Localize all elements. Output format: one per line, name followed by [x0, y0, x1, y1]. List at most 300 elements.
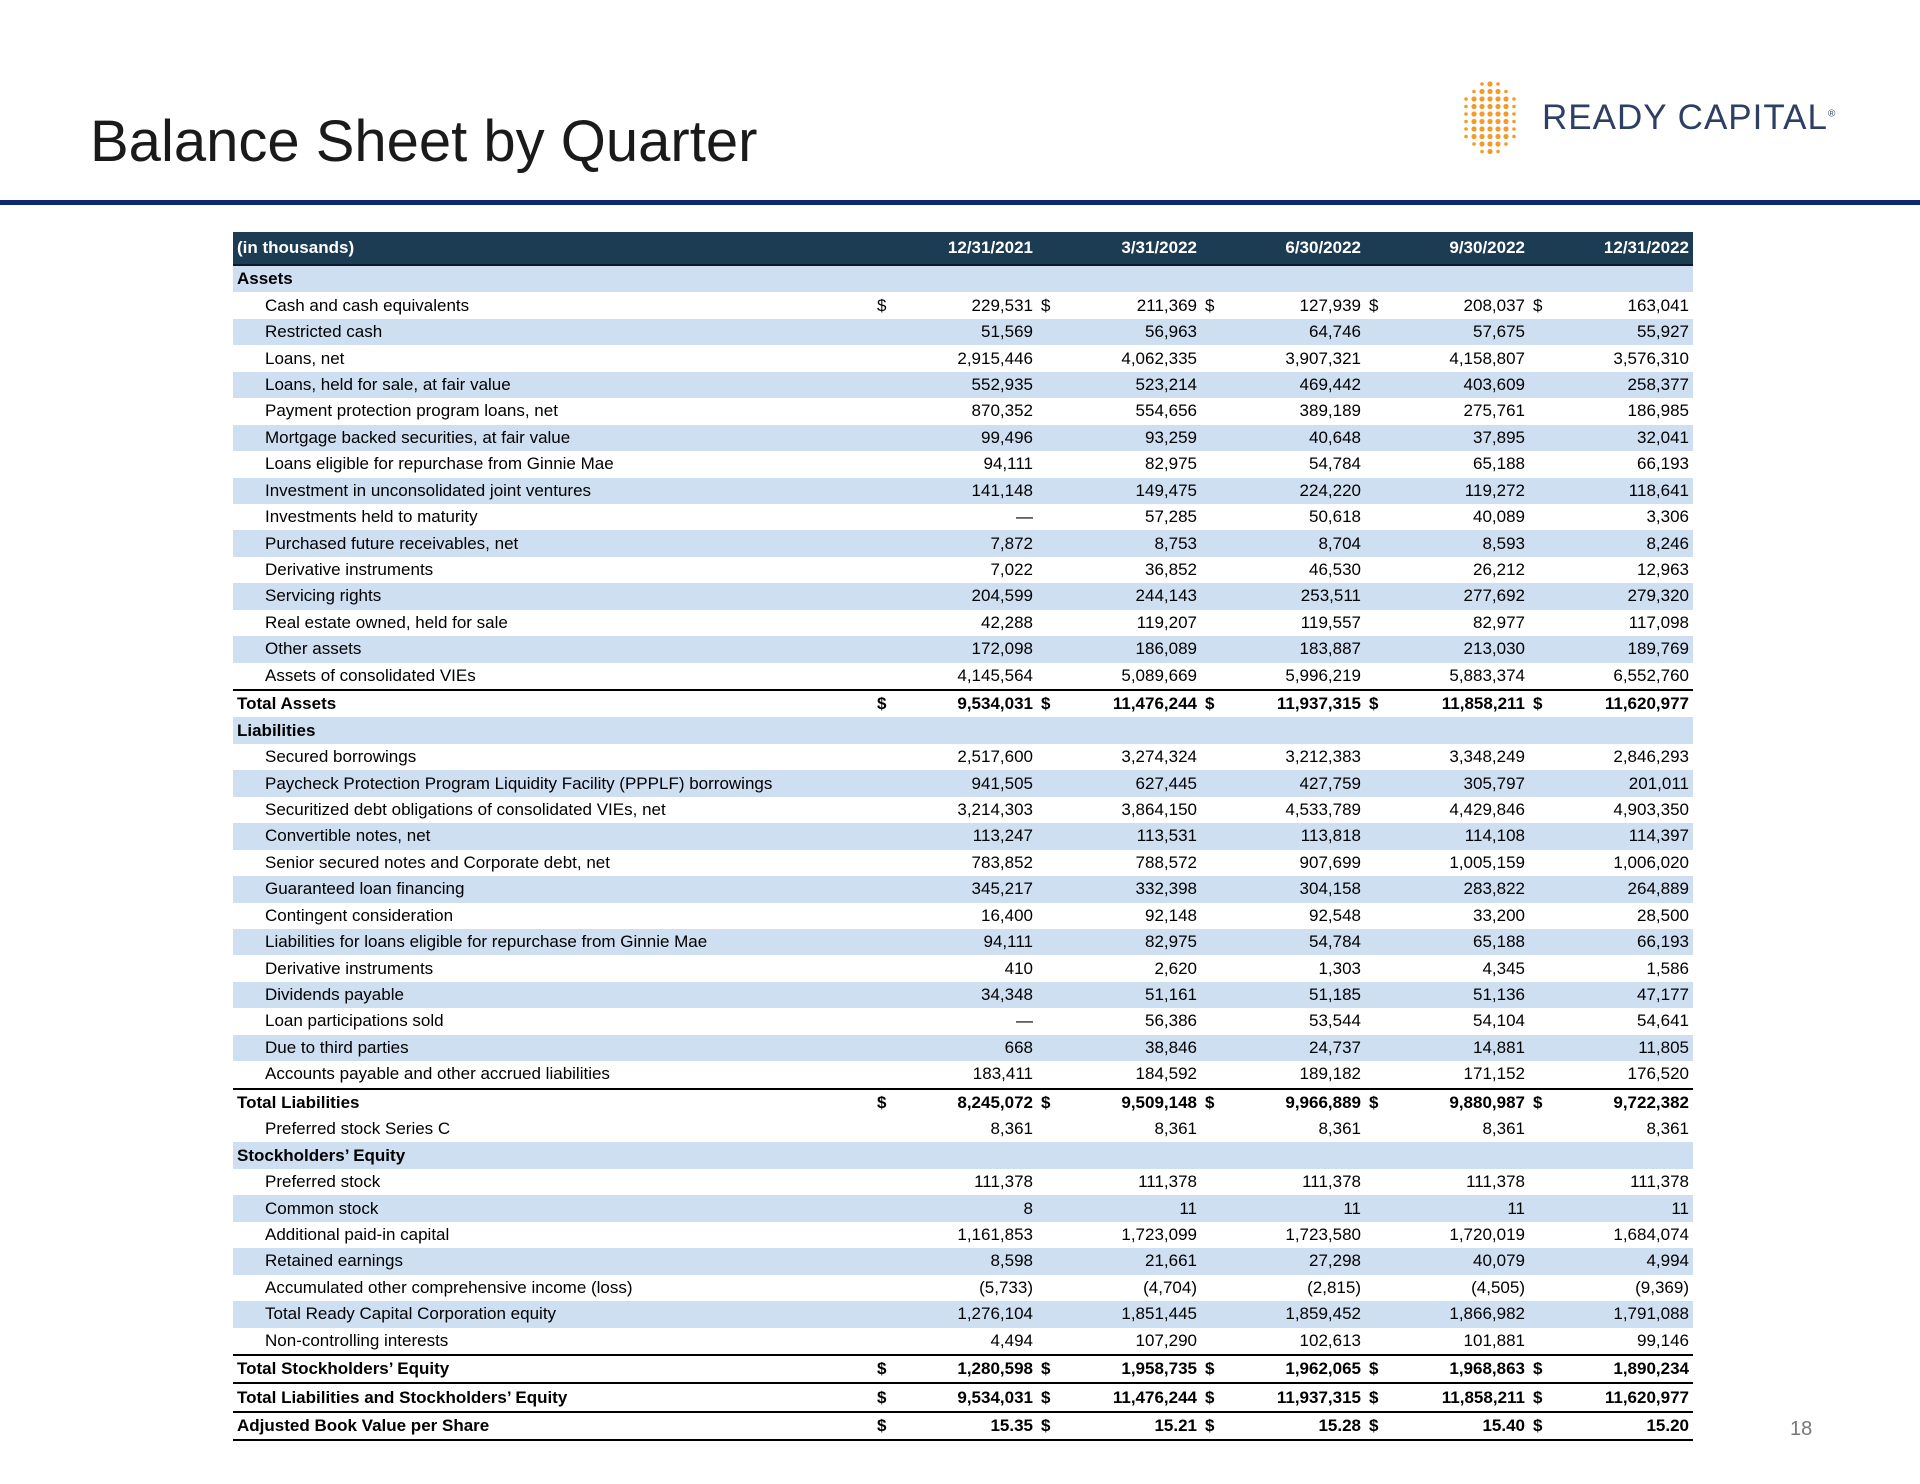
value-cell: 552,935	[907, 372, 1037, 398]
value-cell: 92,148	[1071, 903, 1201, 929]
dollar-sign	[1037, 610, 1071, 636]
dollar-sign	[873, 1248, 907, 1274]
dollar-sign	[1365, 1142, 1399, 1168]
value-cell: 788,572	[1071, 850, 1201, 876]
logo-dot	[1487, 104, 1492, 109]
logo-dot	[1472, 90, 1476, 94]
value-cell: 53,544	[1235, 1008, 1365, 1034]
dollar-sign: $	[1529, 292, 1563, 318]
dollar-sign	[1365, 1248, 1399, 1274]
value-cell: 21,661	[1071, 1248, 1201, 1274]
total-row	[233, 690, 1693, 717]
dollar-sign	[1365, 265, 1399, 292]
value-cell: 1,303	[1235, 955, 1365, 981]
dollar-sign	[1201, 876, 1235, 902]
dollar-sign	[1529, 1142, 1563, 1168]
value-cell: 38,846	[1071, 1035, 1201, 1061]
dollar-sign: $	[1201, 1355, 1235, 1383]
value-cell: —	[907, 504, 1037, 530]
table-row	[233, 1275, 1693, 1301]
dollar-sign	[1037, 1035, 1071, 1061]
dollar-sign	[873, 1328, 907, 1355]
value-cell: 12,963	[1563, 557, 1693, 583]
logo-dot	[1512, 112, 1516, 116]
row-label: Securitized debt obligations of consolidated VIEs, net	[233, 797, 873, 823]
row-label: Loans, held for sale, at fair value	[233, 372, 873, 398]
logo-dot	[1487, 134, 1492, 139]
dollar-sign	[1365, 1222, 1399, 1248]
dollar-sign	[1529, 1275, 1563, 1301]
value-cell: 111,378	[1071, 1169, 1201, 1195]
dollar-sign	[1037, 398, 1071, 424]
value-cell: 8,246	[1563, 530, 1693, 556]
dollar-sign	[873, 1169, 907, 1195]
dollar-sign: $	[1529, 1355, 1563, 1383]
value-cell: 102,613	[1235, 1328, 1365, 1355]
dollar-sign	[1365, 557, 1399, 583]
dollar-sign	[1201, 398, 1235, 424]
dollar-sign	[1365, 1195, 1399, 1221]
table-row	[233, 372, 1693, 398]
dollar-sign	[1529, 530, 1563, 556]
value-cell: 1,859,452	[1235, 1301, 1365, 1327]
dollar-sign	[873, 770, 907, 796]
total-row	[233, 1355, 1693, 1383]
dollar-sign	[1529, 1008, 1563, 1034]
dollar-sign	[1365, 425, 1399, 451]
table-row	[233, 876, 1693, 902]
header-spacer	[1037, 232, 1071, 265]
value-cell: 54,641	[1563, 1008, 1693, 1034]
logo-dot	[1479, 126, 1484, 131]
dollar-sign	[1037, 744, 1071, 770]
value-cell: 1,720,019	[1399, 1222, 1529, 1248]
dollar-sign	[1037, 1275, 1071, 1301]
value-cell: 114,108	[1399, 823, 1529, 849]
value-cell: 5,996,219	[1235, 663, 1365, 690]
value-cell: 4,158,807	[1399, 345, 1529, 371]
value-cell: 46,530	[1235, 557, 1365, 583]
row-label: Paycheck Protection Program Liquidity Facility (PPPLF) borrowings	[233, 770, 873, 796]
dollar-sign	[1037, 319, 1071, 345]
dollar-sign	[1201, 557, 1235, 583]
dollar-sign	[1529, 265, 1563, 292]
value-cell: 1,005,159	[1399, 850, 1529, 876]
value-cell: 99,496	[907, 425, 1037, 451]
dollar-sign	[1365, 398, 1399, 424]
value-cell: 26,212	[1399, 557, 1529, 583]
row-label: Loan participations sold	[233, 1008, 873, 1034]
value-cell: 427,759	[1235, 770, 1365, 796]
table-row	[233, 1248, 1693, 1274]
value-cell: 3,907,321	[1235, 345, 1365, 371]
value-cell: 9,509,148	[1071, 1089, 1201, 1116]
value-cell: (4,505)	[1399, 1275, 1529, 1301]
value-cell: 3,576,310	[1563, 345, 1693, 371]
dollar-sign	[1529, 850, 1563, 876]
table-row	[233, 903, 1693, 929]
dollar-sign	[873, 876, 907, 902]
dollar-sign	[1201, 636, 1235, 662]
value-cell: 111,378	[1563, 1169, 1693, 1195]
dollar-sign	[1037, 478, 1071, 504]
dollar-sign	[1201, 451, 1235, 477]
logo-dot	[1479, 104, 1484, 109]
value-cell: 37,895	[1399, 425, 1529, 451]
dollar-sign	[1365, 1301, 1399, 1327]
logo-dot	[1464, 112, 1468, 116]
row-label: Convertible notes, net	[233, 823, 873, 849]
dollar-sign	[1365, 1116, 1399, 1142]
dollar-sign	[1365, 797, 1399, 823]
value-cell: 783,852	[907, 850, 1037, 876]
value-cell: 8,245,072	[907, 1089, 1037, 1116]
table-row	[233, 1008, 1693, 1034]
row-label: Real estate owned, held for sale	[233, 610, 873, 636]
row-label: Payment protection program loans, net	[233, 398, 873, 424]
value-cell: 3,348,249	[1399, 744, 1529, 770]
table-row	[233, 425, 1693, 451]
dollar-sign	[873, 1035, 907, 1061]
dollar-sign	[1529, 372, 1563, 398]
value-cell: 15.35	[907, 1412, 1037, 1440]
dollar-sign	[1529, 1301, 1563, 1327]
value-cell: 1,280,598	[907, 1355, 1037, 1383]
value-cell: 1,890,234	[1563, 1355, 1693, 1383]
value-cell: 8,361	[1071, 1116, 1201, 1142]
dollar-sign	[873, 265, 907, 292]
dollar-sign	[1201, 744, 1235, 770]
dollar-sign	[1529, 1248, 1563, 1274]
dollar-sign	[1201, 1116, 1235, 1142]
value-cell	[1235, 1142, 1365, 1168]
value-cell: 127,939	[1235, 292, 1365, 318]
dollar-sign: $	[1529, 1412, 1563, 1440]
value-cell: 184,592	[1071, 1061, 1201, 1088]
logo-dot	[1503, 126, 1508, 131]
dollar-sign	[1201, 530, 1235, 556]
value-cell: 65,188	[1399, 451, 1529, 477]
value-cell: 4,429,846	[1399, 797, 1529, 823]
dollar-sign	[1365, 850, 1399, 876]
table-row	[233, 929, 1693, 955]
dollar-sign	[1529, 929, 1563, 955]
dollar-sign	[1037, 876, 1071, 902]
dollar-sign: $	[1201, 1412, 1235, 1440]
value-cell: 40,079	[1399, 1248, 1529, 1274]
table-row	[233, 955, 1693, 981]
dollar-sign	[1201, 319, 1235, 345]
dollar-sign	[1201, 425, 1235, 451]
value-cell: 5,089,669	[1071, 663, 1201, 690]
dollar-sign: $	[1201, 1383, 1235, 1411]
value-cell: 1,968,863	[1399, 1355, 1529, 1383]
value-cell: 469,442	[1235, 372, 1365, 398]
value-cell: 11,937,315	[1235, 690, 1365, 717]
logo-dot	[1471, 96, 1476, 101]
value-cell: 4,533,789	[1235, 797, 1365, 823]
dollar-sign: $	[1037, 1355, 1071, 1383]
row-label: Assets of consolidated VIEs	[233, 663, 873, 690]
table-row	[233, 530, 1693, 556]
dollar-sign: $	[873, 1355, 907, 1383]
dollar-sign	[1037, 1301, 1071, 1327]
dollar-sign	[1201, 1008, 1235, 1034]
value-cell: 111,378	[1235, 1169, 1365, 1195]
table-row	[233, 398, 1693, 424]
value-cell: 305,797	[1399, 770, 1529, 796]
logo-dot	[1464, 127, 1468, 131]
value-cell: 279,320	[1563, 583, 1693, 609]
value-cell: 627,445	[1071, 770, 1201, 796]
logo-dot	[1503, 119, 1508, 124]
value-cell: 283,822	[1399, 876, 1529, 902]
dollar-sign	[873, 823, 907, 849]
value-cell: 3,214,303	[907, 797, 1037, 823]
dollar-sign	[873, 425, 907, 451]
value-cell: 119,272	[1399, 478, 1529, 504]
dollar-sign	[1201, 265, 1235, 292]
value-cell: 51,185	[1235, 982, 1365, 1008]
dollar-sign	[873, 451, 907, 477]
dollar-sign: $	[1365, 1412, 1399, 1440]
row-label: Contingent consideration	[233, 903, 873, 929]
logo-dot	[1495, 141, 1500, 146]
value-cell: 40,089	[1399, 504, 1529, 530]
logo-dot	[1487, 96, 1492, 101]
dollar-sign	[1037, 530, 1071, 556]
dollar-sign	[1201, 929, 1235, 955]
value-cell: 941,505	[907, 770, 1037, 796]
value-cell: 275,761	[1399, 398, 1529, 424]
value-cell: 410	[907, 955, 1037, 981]
dollar-sign	[873, 504, 907, 530]
value-cell: 389,189	[1235, 398, 1365, 424]
row-label: Non-controlling interests	[233, 1328, 873, 1355]
value-cell: 9,534,031	[907, 1383, 1037, 1411]
value-cell: 117,098	[1563, 610, 1693, 636]
value-cell: 403,609	[1399, 372, 1529, 398]
value-cell: 1,586	[1563, 955, 1693, 981]
value-cell: 11	[1399, 1195, 1529, 1221]
dollar-sign	[1201, 583, 1235, 609]
value-cell: 8,361	[1399, 1116, 1529, 1142]
table-row	[233, 982, 1693, 1008]
value-cell: (4,704)	[1071, 1275, 1201, 1301]
value-cell: 9,966,889	[1235, 1089, 1365, 1116]
value-cell: 229,531	[907, 292, 1037, 318]
row-label: Adjusted Book Value per Share	[233, 1412, 873, 1440]
row-label: Servicing rights	[233, 583, 873, 609]
value-cell: 4,994	[1563, 1248, 1693, 1274]
dollar-sign	[1201, 770, 1235, 796]
logo-dot	[1512, 135, 1516, 139]
table-row	[233, 1301, 1693, 1327]
value-cell	[1071, 1142, 1201, 1168]
value-cell: 11,858,211	[1399, 1383, 1529, 1411]
table-row	[233, 797, 1693, 823]
value-cell	[1563, 1142, 1693, 1168]
logo-dot	[1487, 149, 1492, 154]
value-cell: 11	[1235, 1195, 1365, 1221]
dollar-sign	[1037, 451, 1071, 477]
value-cell: 870,352	[907, 398, 1037, 424]
value-cell: 66,193	[1563, 451, 1693, 477]
row-label: Loans eligible for repurchase from Ginnie Mae	[233, 451, 873, 477]
row-label: Retained earnings	[233, 1248, 873, 1274]
value-cell: 11,476,244	[1071, 1383, 1201, 1411]
dollar-sign	[1201, 1222, 1235, 1248]
company-logo	[1450, 78, 1850, 158]
dollar-sign	[873, 398, 907, 424]
value-cell: 11,805	[1563, 1035, 1693, 1061]
value-cell: 1,723,099	[1071, 1222, 1201, 1248]
value-cell: 172,098	[907, 636, 1037, 662]
logo-dot	[1479, 96, 1484, 101]
value-cell: 3,212,383	[1235, 744, 1365, 770]
logo-dot	[1471, 126, 1476, 131]
dollar-sign	[873, 530, 907, 556]
value-cell: 2,915,446	[907, 345, 1037, 371]
value-cell: 4,345	[1399, 955, 1529, 981]
value-cell: 82,975	[1071, 929, 1201, 955]
dollar-sign	[1529, 1195, 1563, 1221]
dollar-sign	[1529, 345, 1563, 371]
value-cell: (5,733)	[907, 1275, 1037, 1301]
value-cell: 8,593	[1399, 530, 1529, 556]
dollar-sign	[1529, 1328, 1563, 1355]
logo-dot	[1471, 119, 1476, 124]
value-cell: 163,041	[1563, 292, 1693, 318]
value-cell: 264,889	[1563, 876, 1693, 902]
logo-dot	[1487, 141, 1492, 146]
dollar-sign	[1037, 1222, 1071, 1248]
value-cell: 213,030	[1399, 636, 1529, 662]
value-cell: 51,136	[1399, 982, 1529, 1008]
dollar-sign	[1037, 823, 1071, 849]
row-label: Total Ready Capital Corporation equity	[233, 1301, 873, 1327]
dollar-sign	[1365, 478, 1399, 504]
value-cell: 176,520	[1563, 1061, 1693, 1088]
dollar-sign	[1201, 478, 1235, 504]
dollar-sign	[1529, 636, 1563, 662]
dollar-sign	[1201, 1169, 1235, 1195]
dollar-sign	[873, 557, 907, 583]
value-cell	[1235, 717, 1365, 743]
value-cell: 56,386	[1071, 1008, 1201, 1034]
dollar-sign	[1201, 955, 1235, 981]
dollar-sign	[873, 744, 907, 770]
value-cell: (2,815)	[1235, 1275, 1365, 1301]
value-cell: 101,881	[1399, 1328, 1529, 1355]
value-cell	[1399, 717, 1529, 743]
row-label: Other assets	[233, 636, 873, 662]
value-cell	[1071, 717, 1201, 743]
dollar-sign: $	[1201, 292, 1235, 318]
dollar-sign: $	[873, 1412, 907, 1440]
dollar-sign	[1529, 610, 1563, 636]
value-cell	[1235, 265, 1365, 292]
table-row	[233, 1195, 1693, 1221]
value-cell: 40,648	[1235, 425, 1365, 451]
dollar-sign: $	[1201, 1089, 1235, 1116]
logo-dot	[1464, 97, 1468, 101]
section-label: Stockholders’ Equity	[233, 1142, 873, 1168]
logo-dot	[1479, 119, 1484, 124]
dollar-sign	[1529, 319, 1563, 345]
logo-dot	[1487, 81, 1492, 86]
value-cell: 224,220	[1235, 478, 1365, 504]
value-cell: 8,361	[1235, 1116, 1365, 1142]
dollar-sign	[1201, 1301, 1235, 1327]
dollar-sign	[1365, 583, 1399, 609]
dollar-sign	[1037, 345, 1071, 371]
value-cell: 1,791,088	[1563, 1301, 1693, 1327]
dollar-sign	[1365, 982, 1399, 1008]
dollar-sign	[1365, 744, 1399, 770]
dollar-sign	[1201, 717, 1235, 743]
value-cell: 1,866,982	[1399, 1301, 1529, 1327]
dollar-sign	[1529, 663, 1563, 690]
dollar-sign	[1037, 1248, 1071, 1274]
logo-dot	[1495, 126, 1500, 131]
dollar-sign	[1201, 372, 1235, 398]
dollar-sign	[1201, 1248, 1235, 1274]
dollar-sign	[1037, 1061, 1071, 1088]
value-cell: 56,963	[1071, 319, 1201, 345]
dollar-sign	[1529, 478, 1563, 504]
dollar-sign	[1037, 982, 1071, 1008]
dollar-sign	[1365, 1169, 1399, 1195]
value-cell: 54,784	[1235, 929, 1365, 955]
logo-dot	[1480, 150, 1484, 154]
dollar-sign: $	[1529, 1089, 1563, 1116]
dollar-sign: $	[1037, 690, 1071, 717]
logo-dot	[1464, 120, 1468, 124]
dollar-sign	[1529, 823, 1563, 849]
value-cell: 1,958,735	[1071, 1355, 1201, 1383]
value-cell: 99,146	[1563, 1328, 1693, 1355]
value-cell: 523,214	[1071, 372, 1201, 398]
logo-dot	[1479, 134, 1484, 139]
value-cell: 4,494	[907, 1328, 1037, 1355]
dollar-sign: $	[1365, 1383, 1399, 1411]
dollar-sign	[1529, 1222, 1563, 1248]
dollar-sign	[1037, 770, 1071, 796]
dollar-sign	[1365, 345, 1399, 371]
dollar-sign	[1365, 876, 1399, 902]
dollar-sign	[1365, 372, 1399, 398]
dollar-sign	[1037, 1195, 1071, 1221]
table-row	[233, 610, 1693, 636]
value-cell: 171,152	[1399, 1061, 1529, 1088]
value-cell	[907, 265, 1037, 292]
dollar-sign: $	[1037, 292, 1071, 318]
row-label: Derivative instruments	[233, 955, 873, 981]
value-cell: 14,881	[1399, 1035, 1529, 1061]
row-label: Mortgage backed securities, at fair value	[233, 425, 873, 451]
value-cell: 11,620,977	[1563, 690, 1693, 717]
dollar-sign	[1201, 504, 1235, 530]
dollar-sign	[873, 478, 907, 504]
dollar-sign	[1365, 530, 1399, 556]
value-cell	[1563, 265, 1693, 292]
dollar-sign	[1365, 610, 1399, 636]
value-cell: 668	[907, 1035, 1037, 1061]
dollar-sign	[1365, 319, 1399, 345]
dollar-sign	[873, 636, 907, 662]
dollar-sign	[873, 319, 907, 345]
